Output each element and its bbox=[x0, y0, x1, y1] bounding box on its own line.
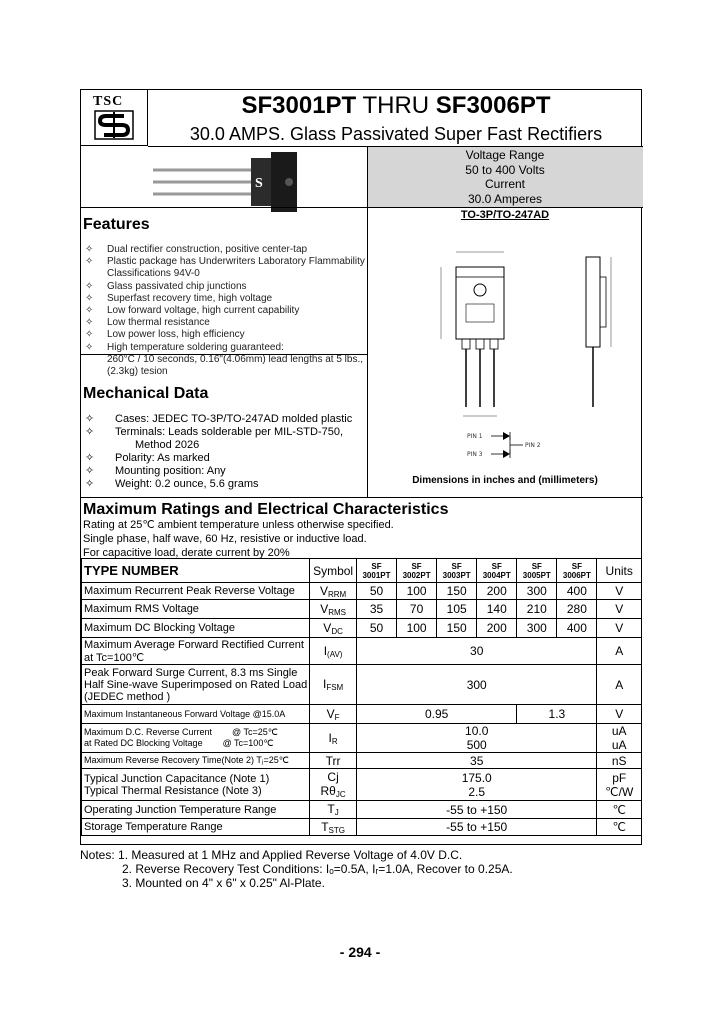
mechanical-item bbox=[85, 465, 365, 478]
dimensions-caption: Dimensions in inches and (millimeters) bbox=[412, 475, 598, 486]
part-number-line: 3005PT bbox=[522, 570, 551, 580]
row-value: 300 bbox=[517, 583, 557, 600]
table-row bbox=[82, 600, 642, 619]
row-label bbox=[82, 753, 310, 769]
mechanical-text: Weight: 0.2 ounce, 5.6 grams bbox=[115, 478, 259, 490]
row-unit bbox=[597, 769, 642, 801]
row-unit-line: V bbox=[615, 621, 624, 635]
row-symbol bbox=[310, 769, 357, 801]
features-list bbox=[85, 244, 365, 378]
row-value-line: -55 to +150 bbox=[446, 802, 508, 817]
mechanical-text: Polarity: As marked bbox=[115, 452, 210, 464]
part-end: SF3006PT bbox=[435, 92, 551, 119]
row-unit bbox=[597, 753, 642, 769]
feature-text: 260°C / 10 seconds, 0.16"(4.06mm) lead lengths at 5 lbs., bbox=[107, 353, 364, 365]
row-value-line: -55 to +150 bbox=[446, 820, 508, 834]
symbol-main: I bbox=[322, 677, 327, 691]
part-number-line: SF bbox=[571, 561, 583, 571]
row-symbol bbox=[310, 600, 357, 619]
notes bbox=[80, 848, 513, 890]
symbol-sub: JC bbox=[335, 790, 346, 799]
page-number: - 294 - bbox=[339, 944, 381, 960]
row-label-line: Maximum D.C. Reverse Current @ Tc=25℃ bbox=[84, 727, 278, 737]
row-value: 1.3 bbox=[517, 705, 597, 724]
condition-line: For capacitive load, derate current by 20% bbox=[83, 547, 290, 559]
row-symbol bbox=[310, 619, 357, 638]
symbol-main: V bbox=[319, 583, 328, 598]
bullet-icon: ✧ bbox=[85, 426, 95, 438]
mechanical-text: Method 2026 bbox=[135, 439, 200, 451]
subtitle: 30.0 AMPS. Glass Passivated Super Fast Rectifiers bbox=[189, 124, 603, 144]
row-value bbox=[356, 638, 596, 665]
feature-item bbox=[85, 256, 365, 280]
row-value: 140 bbox=[477, 600, 517, 619]
row-label-line: Maximum Reverse Recovery Time(Note 2) Tⱼ=25℃ bbox=[84, 755, 289, 765]
row-label bbox=[82, 724, 310, 753]
voltage-range-value: 50 to 400 Volts bbox=[465, 162, 545, 177]
header-part-number bbox=[397, 559, 437, 583]
symbol-text bbox=[312, 731, 354, 746]
symbol-main: V bbox=[320, 601, 329, 616]
symbol-main: Rθ bbox=[320, 784, 336, 798]
feature-text: (2.3kg) tesion bbox=[107, 366, 168, 378]
row-unit bbox=[597, 665, 642, 705]
row-unit-line: ℃/W bbox=[605, 784, 634, 799]
part-number-line: 3004PT bbox=[482, 570, 511, 580]
row-unit-line: uA bbox=[611, 724, 627, 738]
specs-table bbox=[81, 558, 642, 836]
row-symbol bbox=[310, 638, 357, 665]
row-symbol bbox=[310, 724, 357, 753]
row-value: 50 bbox=[356, 583, 396, 600]
row-value-line: 2.5 bbox=[468, 784, 486, 799]
feature-text: Classifications 94V-0 bbox=[107, 268, 200, 280]
table-header-row bbox=[82, 559, 642, 583]
row-value: 100 bbox=[397, 619, 437, 638]
package-name: TO-3P/TO-247AD bbox=[460, 209, 550, 221]
mechanical-heading: Mechanical Data bbox=[83, 385, 209, 402]
header-part-number bbox=[356, 559, 396, 583]
symbol-main: I bbox=[323, 643, 328, 658]
feature-item bbox=[85, 293, 365, 305]
row-label bbox=[82, 801, 310, 819]
row-value bbox=[356, 753, 596, 769]
row-label-line: Operating Junction Temperature Range bbox=[84, 803, 277, 816]
note-2: 2. Reverse Recovery Test Conditions: Iₒ=0.5A, Iᵣ=1.0A, Recover to 0.25A. bbox=[122, 862, 513, 876]
row-value: 400 bbox=[557, 619, 597, 638]
part-number-line: 3003PT bbox=[442, 570, 471, 580]
feature-item bbox=[85, 329, 365, 341]
table-row bbox=[82, 665, 642, 705]
table-row bbox=[82, 619, 642, 638]
row-value: 50 bbox=[356, 619, 396, 638]
row-label bbox=[82, 619, 310, 638]
symbol-sub: FSM bbox=[326, 683, 344, 692]
symbol-text bbox=[312, 820, 354, 835]
part-number-line: 3001PT bbox=[362, 570, 391, 580]
symbol-text bbox=[312, 677, 354, 692]
voltage-range-block bbox=[367, 147, 643, 207]
feature-text: Plastic package has Underwriters Laboratory Flammability bbox=[107, 256, 365, 268]
row-value: 105 bbox=[437, 600, 477, 619]
note-3: 3. Mounted on 4" x 6" x 0.25" Al-Plate. bbox=[122, 876, 325, 890]
header-part-number bbox=[477, 559, 517, 583]
svg-text:PIN 1: PIN 1 bbox=[467, 433, 483, 440]
table-row bbox=[82, 583, 642, 600]
row-unit-line: A bbox=[615, 677, 624, 692]
row-label-line: at Tc=100℃ bbox=[84, 651, 145, 664]
row-value bbox=[356, 724, 596, 753]
feature-item bbox=[85, 244, 365, 256]
row-label bbox=[82, 665, 310, 705]
table-row bbox=[82, 801, 642, 819]
voltage-range-label: Voltage Range bbox=[465, 148, 545, 162]
row-unit-line: V bbox=[615, 584, 624, 598]
row-symbol bbox=[310, 819, 357, 836]
symbol-sub: (AV) bbox=[327, 649, 343, 659]
svg-text:PIN 3: PIN 3 bbox=[467, 451, 483, 458]
symbol-main: V bbox=[323, 620, 332, 635]
row-unit bbox=[597, 801, 642, 819]
row-value: 150 bbox=[437, 619, 477, 638]
bullet-icon: ✧ bbox=[85, 244, 94, 255]
feature-text: Dual rectifier construction, positive center-tap bbox=[107, 244, 308, 255]
symbol-sub: R bbox=[331, 736, 338, 746]
thru-text: THRU bbox=[362, 92, 430, 119]
row-label-line: Typical Thermal Resistance (Note 3) bbox=[84, 784, 262, 797]
mechanical-text: Terminals: Leads solderable per MIL-STD-750, bbox=[115, 426, 344, 438]
features-heading: Features bbox=[83, 216, 150, 233]
mechanical-item bbox=[85, 478, 365, 491]
symbol-sub: F bbox=[334, 712, 340, 722]
row-value: 100 bbox=[397, 583, 437, 600]
symbol-sub: DC bbox=[331, 626, 343, 636]
row-label-line: (JEDEC method ) bbox=[84, 690, 171, 703]
part-number-line: SF bbox=[411, 561, 422, 571]
table-row bbox=[82, 638, 642, 665]
symbol-text bbox=[312, 644, 354, 659]
note-1: Notes: 1. Measured at 1 MHz and Applied Reverse Voltage of 4.0V D.C. bbox=[80, 848, 463, 862]
row-unit-line: uA bbox=[611, 738, 627, 752]
symbol-text bbox=[312, 784, 354, 799]
tsc-logo-icon bbox=[94, 110, 134, 140]
row-symbol bbox=[310, 583, 357, 600]
row-unit bbox=[597, 638, 642, 665]
row-unit-line: ℃ bbox=[612, 820, 626, 834]
row-label bbox=[82, 819, 310, 836]
row-symbol bbox=[310, 801, 357, 819]
feature-text: Low thermal resistance bbox=[107, 317, 210, 329]
feature-item bbox=[85, 317, 365, 329]
row-value: 0.95 bbox=[356, 705, 516, 724]
feature-item bbox=[85, 281, 365, 293]
row-value-line: 500 bbox=[466, 738, 487, 752]
symbol-text bbox=[312, 602, 354, 617]
mechanical-list bbox=[85, 413, 365, 491]
component-image bbox=[151, 152, 301, 212]
mechanical-text: Cases: JEDEC TO-3P/TO-247AD molded plastic bbox=[115, 413, 353, 425]
header-type-number: TYPE NUMBER bbox=[82, 559, 310, 583]
ratings-conditions bbox=[83, 518, 394, 560]
symbol-text bbox=[312, 802, 354, 817]
row-unit-line: pF bbox=[612, 770, 627, 785]
row-label-line: Maximum Average Forward Rectified Current bbox=[84, 638, 304, 651]
row-value: 400 bbox=[557, 583, 597, 600]
row-label bbox=[82, 769, 310, 801]
row-unit bbox=[597, 819, 642, 836]
row-label-line: Half Sine-wave Superimposed on Rated Load bbox=[84, 678, 308, 691]
row-value: 210 bbox=[517, 600, 557, 619]
bullet-icon: ✧ bbox=[85, 292, 94, 304]
row-value: 280 bbox=[557, 600, 597, 619]
symbol-sub: J bbox=[334, 808, 339, 817]
feature-text: High temperature soldering guaranteed: bbox=[107, 341, 284, 353]
symbol-main: I bbox=[328, 730, 332, 745]
header-symbol: Symbol bbox=[310, 559, 357, 583]
symbol-main: Trr bbox=[325, 753, 341, 768]
condition-line: Single phase, half wave, 60 Hz, resistive or inductive load. bbox=[83, 533, 367, 545]
row-label-line: Storage Temperature Range bbox=[84, 821, 223, 833]
part-number-line: SF bbox=[491, 561, 502, 571]
row-value bbox=[356, 819, 596, 836]
row-unit-line: nS bbox=[611, 753, 627, 768]
header-part-number bbox=[437, 559, 477, 583]
symbol-main: Cj bbox=[327, 770, 339, 784]
row-unit bbox=[597, 619, 642, 638]
feature-text: Low forward voltage, high current capability bbox=[107, 305, 300, 317]
row-value: 300 bbox=[517, 619, 557, 638]
divider bbox=[81, 497, 643, 498]
row-value-line: 300 bbox=[466, 677, 487, 692]
row-label bbox=[82, 638, 310, 665]
logo-text: TSC bbox=[93, 94, 124, 109]
row-value: 150 bbox=[437, 583, 477, 600]
symbol-text bbox=[312, 621, 354, 636]
bullet-icon: ✧ bbox=[85, 478, 95, 490]
symbol-text bbox=[312, 584, 354, 599]
bullet-icon: ✧ bbox=[85, 413, 95, 425]
row-value: 200 bbox=[477, 619, 517, 638]
part-number-line: 3002PT bbox=[402, 570, 431, 580]
bullet-icon: ✧ bbox=[85, 341, 94, 353]
table-row bbox=[82, 753, 642, 769]
logo bbox=[81, 90, 148, 146]
svg-text:S: S bbox=[255, 176, 263, 191]
row-value: 35 bbox=[356, 600, 396, 619]
feature-item bbox=[85, 305, 365, 317]
row-label-line: Maximum Instantaneous Forward Voltage @15.0A bbox=[84, 709, 286, 719]
row-value-line: 175.0 bbox=[461, 770, 492, 785]
table-row bbox=[82, 724, 642, 753]
row-label bbox=[82, 583, 310, 600]
bullet-icon: ✧ bbox=[85, 305, 94, 317]
row-value-line: 30 bbox=[470, 644, 484, 658]
schematic-diagram bbox=[463, 428, 563, 468]
symbol-main: T bbox=[321, 819, 329, 834]
row-label-line: Maximum Recurrent Peak Reverse Voltage bbox=[84, 585, 295, 597]
symbol-main: V bbox=[326, 706, 335, 721]
part-start: SF3001PT bbox=[241, 92, 357, 119]
symbol-sub: RRM bbox=[327, 589, 347, 599]
row-value bbox=[356, 769, 596, 801]
row-label-line: Maximum RMS Voltage bbox=[84, 603, 199, 615]
divider bbox=[81, 207, 643, 208]
part-number-line: 3006PT bbox=[562, 570, 591, 580]
symbol-sub: RMS bbox=[328, 607, 346, 617]
ratings-heading: Maximum Ratings and Electrical Characteristics bbox=[83, 501, 449, 518]
mechanical-item bbox=[85, 413, 365, 426]
column-divider bbox=[367, 146, 368, 497]
row-unit bbox=[597, 600, 642, 619]
divider bbox=[81, 354, 367, 355]
symbol-text bbox=[312, 754, 354, 768]
header-part-number bbox=[557, 559, 597, 583]
row-unit bbox=[597, 705, 642, 724]
row-symbol bbox=[310, 753, 357, 769]
current-value: 30.0 Amperes bbox=[467, 191, 543, 206]
row-unit-line: A bbox=[615, 644, 624, 658]
row-unit-line: V bbox=[615, 707, 624, 721]
bullet-icon: ✧ bbox=[85, 280, 94, 292]
row-label bbox=[82, 705, 310, 724]
bullet-icon: ✧ bbox=[85, 452, 95, 464]
row-unit-line: ℃ bbox=[612, 802, 626, 817]
bullet-icon: ✧ bbox=[85, 329, 94, 341]
table-row bbox=[82, 705, 642, 724]
feature-text: Low power loss, high efficiency bbox=[107, 329, 245, 341]
current-label: Current bbox=[484, 177, 525, 191]
bullet-icon: ✧ bbox=[85, 256, 94, 268]
symbol-text bbox=[312, 770, 354, 784]
row-unit bbox=[597, 583, 642, 600]
part-number-line: SF bbox=[531, 561, 542, 571]
condition-line: Rating at 25℃ ambient temperature unless otherwise specified. bbox=[83, 519, 394, 531]
part-number-line: SF bbox=[451, 561, 462, 571]
row-label-line: at Rated DC Blocking Voltage @ Tc=100℃ bbox=[84, 738, 274, 748]
row-value: 200 bbox=[477, 583, 517, 600]
bullet-icon: ✧ bbox=[85, 317, 94, 329]
table-row bbox=[82, 819, 642, 836]
part-number-line: SF bbox=[371, 561, 382, 571]
row-value: 70 bbox=[397, 600, 437, 619]
row-symbol bbox=[310, 665, 357, 705]
mechanical-item bbox=[85, 452, 365, 465]
header-part-number bbox=[517, 559, 557, 583]
svg-text:PIN 2: PIN 2 bbox=[525, 442, 541, 449]
feature-text: Superfast recovery time, high voltage bbox=[107, 292, 273, 304]
row-symbol bbox=[310, 705, 357, 724]
row-label-line: Maximum DC Blocking Voltage bbox=[84, 622, 236, 634]
row-value-line: 35 bbox=[470, 753, 484, 768]
row-label-line: Typical Junction Capacitance (Note 1) bbox=[84, 772, 270, 785]
mechanical-item bbox=[85, 426, 365, 452]
symbol-main: T bbox=[327, 802, 335, 816]
header-units: Units bbox=[597, 559, 642, 583]
table-row bbox=[82, 769, 642, 801]
row-unit bbox=[597, 724, 642, 753]
page-title bbox=[149, 92, 643, 120]
feature-text: Glass passivated chip junctions bbox=[107, 280, 247, 292]
row-value-line: 10.0 bbox=[465, 724, 489, 738]
symbol-sub: STG bbox=[328, 825, 345, 835]
feature-item bbox=[85, 342, 365, 379]
row-value bbox=[356, 801, 596, 819]
row-label bbox=[82, 600, 310, 619]
mechanical-text: Mounting position: Any bbox=[115, 465, 226, 477]
row-unit-line: V bbox=[615, 602, 624, 616]
datasheet-frame bbox=[80, 89, 642, 845]
symbol-text bbox=[312, 707, 354, 722]
bullet-icon: ✧ bbox=[85, 465, 95, 477]
row-value bbox=[356, 665, 596, 705]
row-label-line: Peak Forward Surge Current, 8.3 ms Single bbox=[84, 666, 298, 679]
